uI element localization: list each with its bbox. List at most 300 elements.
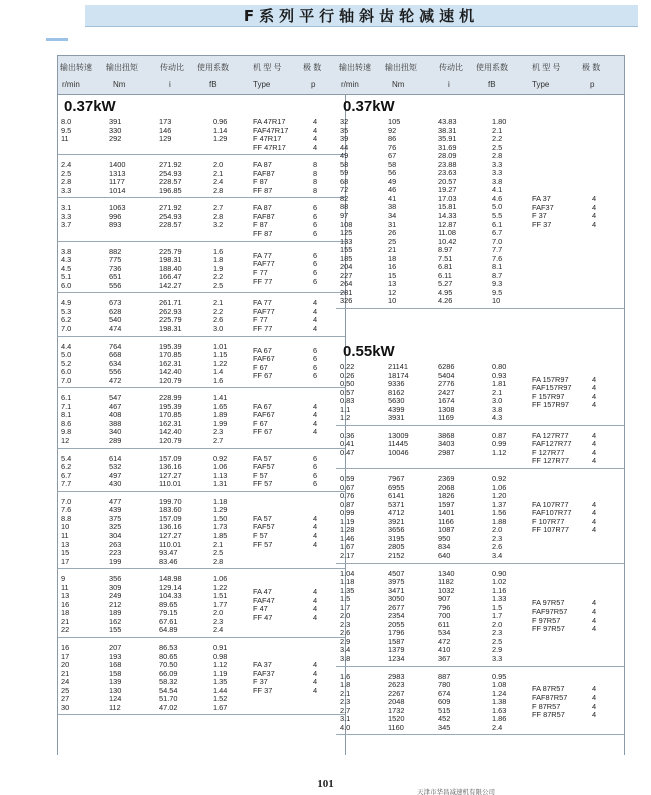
table-cell: 16 xyxy=(61,599,70,609)
table-cell: 1063 xyxy=(109,203,126,213)
output-torque-column xyxy=(109,248,121,291)
table-cell: 136.16 xyxy=(159,462,182,472)
table-cell: 547 xyxy=(109,393,122,403)
table-cell: 2.1 xyxy=(213,298,224,308)
header-service-factor: 使用系数 xyxy=(197,63,229,72)
table-cell: 264 xyxy=(340,279,353,289)
table-cell: 340 xyxy=(109,427,122,437)
pole-count: 4 xyxy=(313,315,318,325)
table-cell: 2.5 xyxy=(61,168,72,178)
table-cell: 2.3 xyxy=(340,619,351,629)
table-cell: 2.9 xyxy=(340,636,351,646)
table-cell: 1.5 xyxy=(340,594,351,604)
pole-count: 8 xyxy=(313,185,318,195)
table-cell: 497 xyxy=(109,470,122,480)
table-cell: 47.02 xyxy=(159,702,178,712)
table-cell: 168 xyxy=(109,660,122,670)
table-cell: 51.70 xyxy=(159,694,178,704)
table-cell: 996 xyxy=(109,211,122,221)
table-cell: 83.46 xyxy=(159,556,178,566)
table-cell: 6.7 xyxy=(492,228,503,238)
table-cell: 254.93 xyxy=(159,211,182,221)
pole-count: 4 xyxy=(592,456,597,466)
table-cell: 9.5 xyxy=(61,125,72,135)
table-cell: 9336 xyxy=(388,379,405,389)
header-unit-p: p xyxy=(311,80,316,89)
output-speed-column xyxy=(61,394,71,445)
table-cell: 1.06 xyxy=(492,482,507,492)
table-cell: 3.7 xyxy=(61,220,72,230)
table-cell: 3.2 xyxy=(213,220,224,230)
table-cell: 3.0 xyxy=(492,396,503,406)
output-torque-column xyxy=(109,644,121,712)
model-type: FF 77 xyxy=(253,323,273,333)
table-cell: 3.3 xyxy=(492,654,503,664)
table-cell: 249 xyxy=(109,591,122,601)
table-cell: 2427 xyxy=(438,387,455,397)
table-cell: 2.3 xyxy=(492,628,503,638)
output-torque-column xyxy=(388,432,409,458)
service-factor-column xyxy=(492,475,506,560)
table-cell: 93.47 xyxy=(159,548,178,558)
table-cell: 0.22 xyxy=(340,362,355,371)
table-cell: 49 xyxy=(340,151,349,161)
table-cell: 142.40 xyxy=(159,367,182,377)
pole-count: 4 xyxy=(592,202,597,212)
table-cell: 4.0 xyxy=(340,722,351,732)
table-cell: 0.59 xyxy=(340,474,355,484)
model-type: FF 87 xyxy=(253,229,273,239)
table-cell: 3931 xyxy=(388,413,405,423)
model-type: FA 47 xyxy=(253,587,272,596)
table-cell: 3.3 xyxy=(492,168,503,178)
table-cell: 139 xyxy=(109,677,122,687)
pole-count: 4 xyxy=(313,117,318,126)
table-cell: 0.41 xyxy=(340,439,355,449)
model-type: FA 87 xyxy=(253,203,272,213)
model-type: FA 87 xyxy=(253,160,272,170)
table-cell: 1308 xyxy=(438,404,455,414)
table-cell: 8.97 xyxy=(438,245,453,255)
table-cell: 166.47 xyxy=(159,272,182,282)
table-cell: 700 xyxy=(438,611,451,621)
rating-group xyxy=(336,472,624,564)
model-type: F 87 xyxy=(253,220,268,230)
pole-count: 4 xyxy=(313,522,318,532)
table-cell: 196.85 xyxy=(159,185,182,195)
table-cell: 207 xyxy=(109,643,122,653)
table-cell: 2.8 xyxy=(61,177,72,187)
pole-count: 6 xyxy=(313,211,318,221)
table-cell: 9 xyxy=(61,574,66,584)
table-cell: 110.01 xyxy=(159,539,182,549)
ratio-column xyxy=(159,161,182,195)
table-cell: 614 xyxy=(109,453,122,463)
rating-group xyxy=(336,429,624,469)
rating-group xyxy=(336,670,624,736)
table-cell: 1796 xyxy=(388,628,405,638)
table-cell: 3.3 xyxy=(492,159,503,169)
table-cell: 59 xyxy=(340,168,349,178)
table-cell: 1.08 xyxy=(492,680,507,690)
table-cell: 2.3 xyxy=(213,427,224,437)
table-cell: 43.83 xyxy=(438,117,457,126)
table-cell: 2.4 xyxy=(61,160,72,170)
pole-count: 4 xyxy=(313,427,318,437)
table-cell: 1.18 xyxy=(340,577,355,587)
output-torque-column xyxy=(109,575,121,635)
table-cell: 907 xyxy=(438,594,451,604)
table-cell: 225.79 xyxy=(159,246,182,256)
table-cell: 1.04 xyxy=(340,568,355,578)
table-cell: 86.53 xyxy=(159,643,178,653)
table-cell: 0.50 xyxy=(340,379,355,389)
table-cell: 2.6 xyxy=(340,628,351,638)
table-cell: 6.81 xyxy=(438,262,453,272)
table-cell: 82 xyxy=(340,193,349,203)
table-cell: 38 xyxy=(388,202,397,212)
table-cell: 472 xyxy=(438,636,451,646)
model-type: FAF87 xyxy=(253,168,275,178)
pole-count: 4 xyxy=(313,142,318,152)
header-output-torque: 输出扭矩 xyxy=(385,63,417,72)
model-type: F 87 xyxy=(253,177,268,187)
table-cell: 1.8 xyxy=(340,680,351,690)
table-cell: 0.87 xyxy=(340,499,355,509)
table-cell: 2.3 xyxy=(213,616,224,626)
model-type: F 97R57 xyxy=(532,615,561,625)
table-cell: 556 xyxy=(109,280,122,290)
model-type: FF 47 xyxy=(253,612,273,622)
table-cell: 2.2 xyxy=(492,134,503,144)
model-type: FAF37 xyxy=(253,668,275,678)
header-poles: 极 数 xyxy=(303,63,322,72)
table-cell: 640 xyxy=(438,550,451,560)
table-cell: 199 xyxy=(109,556,122,566)
pole-count: 4 xyxy=(592,430,597,440)
table-cell: 375 xyxy=(109,513,122,523)
table-cell: 20 xyxy=(61,660,70,670)
pole-count: 6 xyxy=(313,470,318,480)
model-type: F 47 xyxy=(253,604,268,614)
table-cell: 8.8 xyxy=(61,513,72,523)
table-cell: 1.65 xyxy=(213,401,228,411)
table-cell: 2.4 xyxy=(492,722,503,732)
table-cell: 31.69 xyxy=(438,142,457,152)
table-cell: 356 xyxy=(109,574,122,584)
model-type: FA 97R57 xyxy=(532,598,565,608)
table-cell: 44 xyxy=(340,142,349,152)
table-cell: 13 xyxy=(388,279,397,289)
table-cell: 26 xyxy=(388,228,397,238)
table-cell: 1087 xyxy=(438,525,455,535)
table-cell: 1340 xyxy=(438,568,455,578)
table-cell: 4.6 xyxy=(492,193,503,203)
table-cell: 1.16 xyxy=(492,585,507,595)
table-cell: 2267 xyxy=(388,688,405,698)
table-cell: 6.1 xyxy=(492,219,503,229)
pole-count: 4 xyxy=(313,530,318,540)
ratio-column xyxy=(438,673,450,733)
table-cell: 1.01 xyxy=(213,341,228,351)
ratio-column xyxy=(159,394,182,445)
pole-count: 8 xyxy=(313,177,318,187)
table-cell: 1587 xyxy=(388,636,405,646)
ratio-column xyxy=(438,363,454,423)
ratio-column xyxy=(438,570,454,664)
service-factor-column xyxy=(492,432,506,458)
output-torque-column xyxy=(388,570,404,664)
rating-group xyxy=(57,245,345,294)
output-speed-column xyxy=(61,161,71,195)
table-cell: 162.31 xyxy=(159,358,182,368)
model-type: FF 47R17 xyxy=(253,142,286,152)
output-torque-column xyxy=(109,204,125,230)
table-cell: 13 xyxy=(61,539,70,549)
table-cell: 3656 xyxy=(388,525,405,535)
table-cell: 3.8 xyxy=(61,246,72,256)
table-cell: 129 xyxy=(159,134,172,144)
table-cell: 3403 xyxy=(438,439,455,449)
model-type: FF 57 xyxy=(253,479,273,489)
table-cell: 3.3 xyxy=(61,185,72,195)
table-cell: 5404 xyxy=(438,370,455,380)
header-unit-torque: Nm xyxy=(392,80,405,89)
table-cell: 223 xyxy=(109,548,122,558)
table-cell: 3.0 xyxy=(213,323,224,333)
output-torque-column xyxy=(388,118,400,306)
table-cell: 3.1 xyxy=(61,203,72,213)
model-type: FAF47 xyxy=(253,595,275,605)
header-output-torque: 输出扭矩 xyxy=(106,63,138,72)
rating-group xyxy=(336,567,624,667)
pole-count: 6 xyxy=(313,229,318,239)
table-cell: 2.8 xyxy=(213,211,224,221)
model-type: FF 37 xyxy=(253,685,273,695)
table-cell: 289 xyxy=(109,436,122,446)
table-cell: 1401 xyxy=(438,508,455,518)
decorative-strip xyxy=(46,38,68,41)
table-cell: 11445 xyxy=(388,439,409,449)
model-type: FAF87 xyxy=(253,211,275,221)
table-cell: 4.3 xyxy=(61,255,72,265)
table-cell: 2.5 xyxy=(213,280,224,290)
model-type: F 157R97 xyxy=(532,391,565,401)
pole-count: 6 xyxy=(313,354,318,364)
header-unit-fb: fB xyxy=(488,80,496,89)
table-cell: 28.09 xyxy=(438,151,457,161)
table-cell: 1.06 xyxy=(213,462,228,472)
table-cell: 1.9 xyxy=(213,263,224,273)
output-torque-column xyxy=(109,299,121,333)
table-cell: 27 xyxy=(61,694,70,704)
model-type: FAF67 xyxy=(253,410,275,420)
ratio-column xyxy=(159,343,182,386)
table-cell: 673 xyxy=(109,298,122,308)
table-cell: 4.5 xyxy=(61,263,72,273)
table-cell: 21141 xyxy=(388,362,409,371)
table-cell: 49 xyxy=(388,176,397,186)
ratio-column xyxy=(159,644,178,712)
table-cell: 0.83 xyxy=(340,396,355,406)
left-table-header xyxy=(57,55,345,95)
table-cell: 6141 xyxy=(388,491,405,501)
pole-count: 4 xyxy=(313,685,318,695)
table-cell: 0.57 xyxy=(340,387,355,397)
table-cell: 304 xyxy=(109,530,122,540)
table-cell: 8.1 xyxy=(492,262,503,272)
table-cell: 6.11 xyxy=(438,270,452,280)
table-cell: 23.88 xyxy=(438,159,457,169)
table-cell: 7.7 xyxy=(61,479,72,489)
table-cell: 8.7 xyxy=(492,270,503,280)
model-type: FA 37 xyxy=(253,660,272,670)
table-cell: 54.54 xyxy=(159,685,178,695)
table-cell: 142.27 xyxy=(159,280,182,290)
table-cell: 204 xyxy=(340,262,353,272)
table-cell: 162 xyxy=(109,616,122,626)
table-cell: 2369 xyxy=(438,474,455,484)
table-cell: 7.0 xyxy=(61,496,72,506)
pole-count: 6 xyxy=(313,267,318,277)
table-cell: 796 xyxy=(438,602,451,612)
table-cell: 345 xyxy=(438,722,451,732)
table-cell: 1.19 xyxy=(340,516,355,526)
table-cell: 9.8 xyxy=(61,427,72,437)
table-cell: 1.56 xyxy=(492,508,507,518)
table-cell: 127.27 xyxy=(159,530,182,540)
table-cell: 105 xyxy=(388,117,401,126)
rating-group xyxy=(57,201,345,241)
table-cell: 0.80 xyxy=(492,362,507,371)
table-cell: 1.33 xyxy=(492,594,507,604)
table-cell: 11 xyxy=(61,582,69,592)
rating-group xyxy=(57,452,345,492)
table-cell: 12 xyxy=(61,436,70,446)
service-factor-column xyxy=(213,299,223,333)
model-type: F 87R57 xyxy=(532,701,561,711)
table-cell: 1.6 xyxy=(340,671,351,681)
header-output-speed: 输出转速 xyxy=(339,63,371,72)
table-cell: 15.81 xyxy=(438,202,457,212)
model-type: FF 97R57 xyxy=(532,624,565,634)
table-cell: 1.86 xyxy=(492,714,507,724)
table-cell: 66.09 xyxy=(159,668,178,678)
service-factor-column xyxy=(492,118,506,306)
table-cell: 16 xyxy=(388,262,397,272)
table-cell: 540 xyxy=(109,315,122,325)
table-cell: 3.8 xyxy=(492,404,503,414)
table-cell: 1.44 xyxy=(213,685,228,695)
service-factor-column xyxy=(213,343,227,386)
pole-count: 4 xyxy=(592,383,597,393)
table-cell: 31 xyxy=(388,219,397,229)
table-cell: 9.3 xyxy=(492,279,503,289)
table-cell: 104.33 xyxy=(159,591,182,601)
model-type: FA 67 xyxy=(253,345,272,355)
ratio-column xyxy=(159,248,182,291)
pole-count: 4 xyxy=(592,211,597,221)
table-cell: 225.79 xyxy=(159,315,182,325)
table-cell: 628 xyxy=(109,306,122,316)
table-cell: 112 xyxy=(109,702,121,712)
table-cell: 6.1 xyxy=(61,393,72,403)
page-title: F系列平行轴斜齿轮减速机 xyxy=(243,7,480,25)
table-cell: 309 xyxy=(109,582,122,592)
table-cell: 4507 xyxy=(388,568,405,578)
table-cell: 39 xyxy=(340,134,349,144)
table-cell: 18 xyxy=(388,253,397,263)
table-cell: 108 xyxy=(340,219,353,229)
pole-count: 6 xyxy=(313,453,318,463)
ratio-column xyxy=(159,498,182,566)
table-cell: 1.81 xyxy=(492,379,507,389)
table-cell: 136.16 xyxy=(159,522,182,532)
table-cell: 893 xyxy=(109,220,122,230)
model-type: FAF127R77 xyxy=(532,439,572,449)
table-cell: 2.3 xyxy=(340,697,351,707)
table-cell: 3.8 xyxy=(340,654,351,664)
table-cell: 13009 xyxy=(388,430,409,440)
table-cell: 6.2 xyxy=(61,315,72,325)
table-cell: 23.63 xyxy=(438,168,457,178)
table-cell: 8162 xyxy=(388,387,405,397)
table-cell: 8.0 xyxy=(61,117,72,126)
service-factor-column xyxy=(213,204,223,230)
pole-count: 4 xyxy=(592,525,597,535)
table-cell: 2.6 xyxy=(492,542,503,552)
table-cell: 261.71 xyxy=(159,298,182,308)
table-cell: 4.9 xyxy=(61,298,72,308)
table-cell: 0.67 xyxy=(340,482,355,492)
output-speed-column xyxy=(61,204,71,230)
table-cell: 1.18 xyxy=(213,496,228,506)
pole-count: 6 xyxy=(313,259,318,269)
table-cell: 212 xyxy=(109,599,122,609)
table-cell: 1.67 xyxy=(340,542,355,552)
table-cell: 227 xyxy=(340,270,353,280)
table-cell: 70.50 xyxy=(159,660,178,670)
table-cell: 1.5 xyxy=(492,602,503,612)
table-cell: 7967 xyxy=(388,474,405,484)
table-cell: 1.35 xyxy=(340,585,355,595)
ratio-column xyxy=(159,575,182,635)
table-cell: 1.89 xyxy=(213,410,228,420)
table-cell: 5.0 xyxy=(492,202,503,212)
table-cell: 2.3 xyxy=(492,533,503,543)
rating-group xyxy=(57,296,345,336)
header-unit-speed: r/min xyxy=(341,80,359,89)
table-cell: 950 xyxy=(438,533,451,543)
table-cell: 16 xyxy=(61,643,70,653)
table-cell: 11.08 xyxy=(438,228,456,238)
rating-group xyxy=(57,391,345,448)
table-cell: 477 xyxy=(109,496,122,506)
table-cell: 1.85 xyxy=(213,530,228,540)
table-cell: 7.51 xyxy=(438,253,453,263)
table-cell: 5.0 xyxy=(61,350,72,360)
table-cell: 1.20 xyxy=(492,491,507,501)
table-cell: 556 xyxy=(109,367,122,377)
output-speed-column xyxy=(61,498,71,566)
table-cell: 2.5 xyxy=(213,548,224,558)
table-cell: 88 xyxy=(340,202,349,212)
model-type: FA 37 xyxy=(532,193,551,203)
table-cell: 1169 xyxy=(438,413,454,423)
pole-count: 4 xyxy=(592,692,597,702)
table-cell: 7.1 xyxy=(61,401,72,411)
table-cell: 162.31 xyxy=(159,418,182,428)
